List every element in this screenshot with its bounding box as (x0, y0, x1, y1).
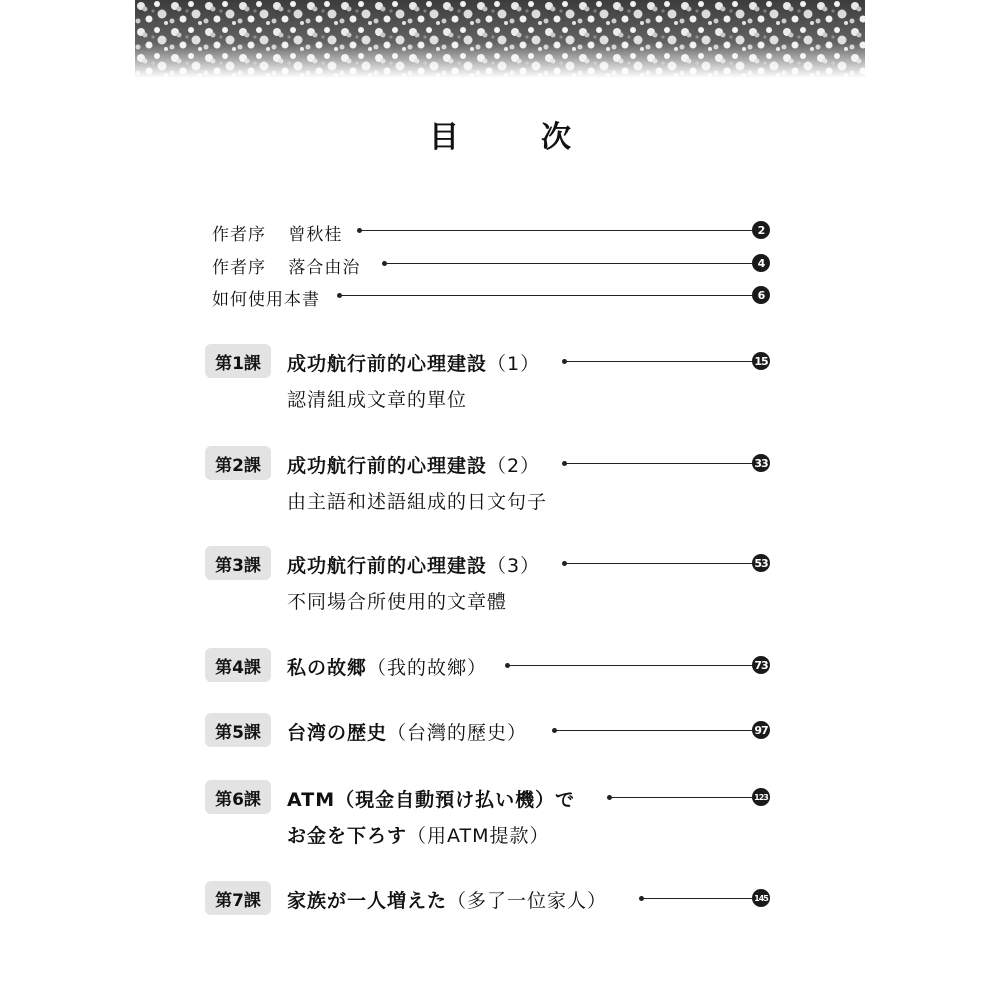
page-number-badge: 33 (752, 454, 770, 472)
lesson-description: 由主語和述語組成的日文句子 (287, 491, 548, 513)
page-number-badge: 15 (752, 352, 770, 370)
entry-author: 曾秋桂 (288, 225, 343, 245)
lesson-description: 不同場合所使用的文章體 (287, 591, 508, 613)
leader-line (565, 563, 755, 564)
lesson-badge: 第2課 (205, 446, 271, 480)
toc-entry-how-to-use[interactable] (212, 281, 772, 311)
page-number-badge: 6 (752, 286, 770, 304)
toc-entry-preface-2[interactable] (212, 249, 772, 279)
entry-author: 落合由治 (288, 258, 361, 278)
lesson-title: 家族が一人増えた (287, 890, 448, 912)
page-number-badge: 73 (752, 656, 770, 674)
lesson-subtitle: （2） (487, 455, 541, 477)
leader-line (565, 463, 755, 464)
page-number-badge: 97 (752, 721, 770, 739)
lesson-badge: 第5課 (205, 713, 271, 747)
page-number-badge: 145 (752, 889, 770, 907)
lesson-subtitle: （3） (487, 555, 541, 577)
lesson-title: ATM（現金自動預け払い機）で (287, 789, 576, 811)
lesson-title: 台湾の歴史 (287, 722, 388, 744)
lesson-badge: 第6課 (205, 780, 271, 814)
lesson-subtitle: （用ATM提款） (407, 825, 550, 847)
page-title: 目 次 (429, 120, 597, 155)
entry-label: 作者序 (212, 258, 266, 278)
lesson-subtitle: （多了一位家人） (447, 890, 608, 912)
page-number-badge: 4 (752, 254, 770, 272)
leader-line (555, 730, 755, 731)
leader-line (360, 230, 752, 231)
lesson-badge: 第4課 (205, 648, 271, 682)
entry-label: 如何使用本書 (212, 290, 320, 310)
lesson-badge: 第7課 (205, 881, 271, 915)
page-number-badge: 123 (752, 788, 770, 806)
toc-entry-preface-1[interactable] (212, 216, 772, 246)
lesson-badge: 第3課 (205, 546, 271, 580)
lesson-badge: 第1課 (205, 344, 271, 378)
lesson-title: 成功航行前的心理建設 (287, 455, 488, 477)
leader-line (610, 797, 755, 798)
leader-line (508, 665, 755, 666)
floral-header-banner (135, 0, 865, 78)
entry-label: 作者序 (212, 225, 266, 245)
lesson-subtitle: （1） (487, 353, 541, 375)
lesson-subtitle: （台灣的歷史） (387, 722, 528, 744)
lesson-title: 成功航行前的心理建設 (287, 555, 488, 577)
page-number-badge: 2 (752, 221, 770, 239)
lesson-description: 認清組成文章的單位 (287, 389, 468, 411)
page-number-badge: 53 (752, 554, 770, 572)
lesson-subtitle: （我的故鄉） (367, 657, 488, 679)
leader-line (340, 295, 752, 296)
leader-line (565, 361, 755, 362)
lesson-title: 成功航行前的心理建設 (287, 353, 488, 375)
leader-line (642, 898, 755, 899)
leader-line (385, 263, 752, 264)
lesson-title-cont: お金を下ろす (287, 825, 408, 847)
lesson-title: 私の故郷 (287, 657, 368, 679)
